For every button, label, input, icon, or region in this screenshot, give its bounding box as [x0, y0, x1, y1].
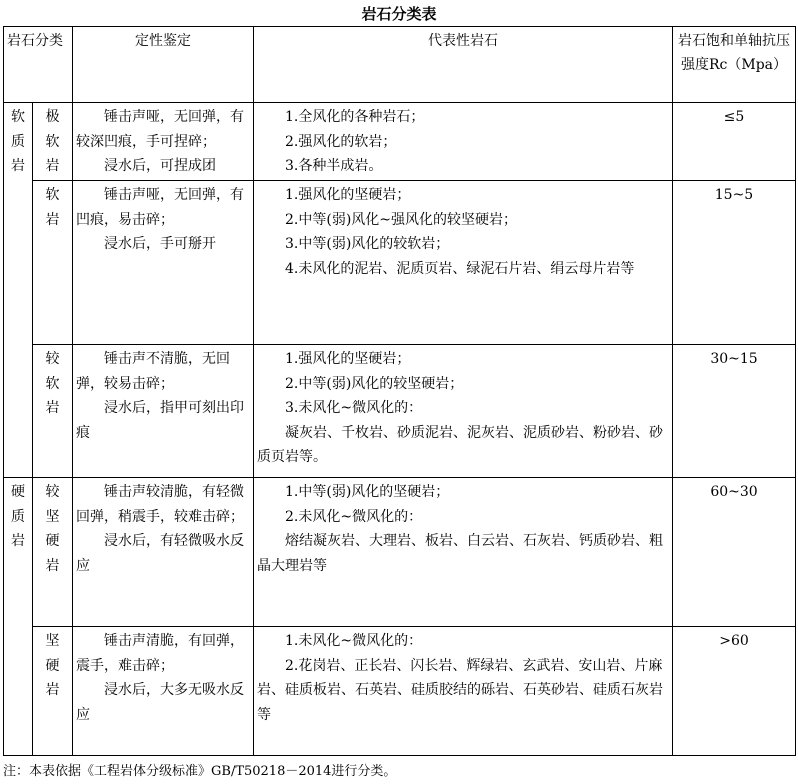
cell-line: 1.强风化的坚硬岩；	[285, 351, 411, 367]
representative-cell	[254, 345, 673, 478]
group-cell-soft	[4, 103, 33, 478]
row-name: 较 软 岩	[45, 351, 60, 416]
cell-line: 锤击声清脆，有回弹，震手，难击碎；	[76, 633, 244, 674]
footnote: 注：本表依据《工程岩体分级标准》GB/T50218－2014进行分类。	[3, 764, 397, 779]
table-row	[4, 627, 796, 756]
rock-classification-table	[3, 26, 796, 756]
header-qualitative: 定性鉴定	[73, 27, 254, 103]
cell-line: 凝灰岩、千枚岩、砂质泥岩、泥灰岩、泥质砂岩、粉砂岩、砂质页岩等。	[257, 424, 663, 465]
row-name: 软 岩	[45, 187, 60, 228]
cell-line: 2.中等(弱)风化~强风化的较坚硬岩；	[285, 211, 518, 228]
strength-value: 60~30	[673, 478, 796, 627]
cell-line: 浸水后，有轻微吸水反应	[76, 533, 244, 574]
cell-line: 锤击声哑，无回弹，有凹痕，易击碎；	[76, 187, 244, 228]
table-row	[4, 181, 796, 345]
cell-line: 2.强风化的软岩；	[285, 133, 397, 150]
cell-line: 3.中等(弱)风化的较软岩；	[285, 236, 450, 252]
group-label: 硬 质 岩	[11, 484, 25, 549]
cell-line: 1.强风化的坚硬岩；	[285, 187, 411, 203]
strength-value: 15~5	[673, 181, 796, 345]
qualitative-cell	[73, 103, 254, 181]
row-name-cell	[33, 627, 73, 756]
cell-line: 浸水后，可捏成团	[104, 158, 216, 174]
cell-line: 1.中等(弱)风化的坚硬岩；	[285, 484, 450, 500]
representative-cell	[254, 103, 673, 181]
group-label: 软 质 岩	[11, 109, 25, 174]
row-name-cell	[33, 478, 73, 627]
strength-value: 30~15	[673, 345, 796, 478]
qualitative-cell	[73, 478, 254, 627]
representative-cell	[254, 478, 673, 627]
strength-value: >60	[673, 627, 796, 756]
cell-line: 2.中等(弱)风化的较坚硬岩；	[285, 375, 464, 392]
row-name-cell	[33, 181, 73, 345]
representative-cell	[254, 181, 673, 345]
table-row	[4, 478, 796, 627]
cell-line: 2.花岗岩、正长岩、闪长岩、辉绿岩、玄武岩、安山岩、片麻岩、硅质板岩、石英岩、硅质胶结的砾岩、石英砂岩、硅质石灰岩等	[257, 657, 663, 723]
header-representative: 代表性岩石	[254, 27, 673, 103]
cell-line: 锤击声不清脆，无回弹，较易击碎；	[76, 351, 230, 392]
table-row	[4, 345, 796, 478]
cell-line: 1.未风化~微风化的：	[285, 633, 423, 649]
cell-line: 3.未风化~微风化的：	[285, 400, 423, 416]
row-name-cell	[33, 103, 73, 181]
qualitative-cell	[73, 181, 254, 345]
row-name-cell	[33, 345, 73, 478]
qualitative-cell	[73, 627, 254, 756]
header-strength: 岩石饱和单轴抗压强度Rc（Mpa）	[673, 27, 796, 103]
strength-value: ≤5	[673, 103, 796, 181]
cell-line: 熔结凝灰岩、大理岩、板岩、白云岩、石灰岩、钙质砂岩、粗晶大理岩等	[257, 533, 663, 574]
cell-line: 2.未风化~微风化的：	[285, 508, 423, 525]
table-row	[4, 103, 796, 181]
row-name: 极 软 岩	[45, 109, 60, 174]
cell-line: 锤击声哑，无回弹，有较深凹痕，手可捏碎；	[76, 109, 244, 150]
group-cell-hard	[4, 478, 33, 756]
cell-line: 3.各种半成岩。	[285, 158, 383, 174]
row-name: 坚 硬 岩	[45, 633, 60, 698]
table-title: 岩石分类表	[361, 5, 437, 23]
cell-line: 浸水后，大多无吸水反应	[76, 682, 244, 723]
cell-line: 4.未风化的泥岩、泥质页岩、绿泥石片岩、绢云母片岩等	[285, 260, 635, 277]
representative-cell	[254, 627, 673, 756]
cell-line: 1.全风化的各种岩石；	[285, 109, 425, 125]
cell-line: 锤击声较清脆，有轻微回弹，稍震手，较难击碎；	[76, 484, 244, 525]
header-category: 岩石分类	[4, 27, 73, 103]
qualitative-cell	[73, 345, 254, 478]
header-row	[4, 27, 796, 103]
cell-line: 浸水后，手可掰开	[104, 236, 216, 252]
cell-line: 浸水后，指甲可刻出印痕	[76, 400, 244, 441]
row-name: 较 坚 硬 岩	[45, 484, 60, 574]
